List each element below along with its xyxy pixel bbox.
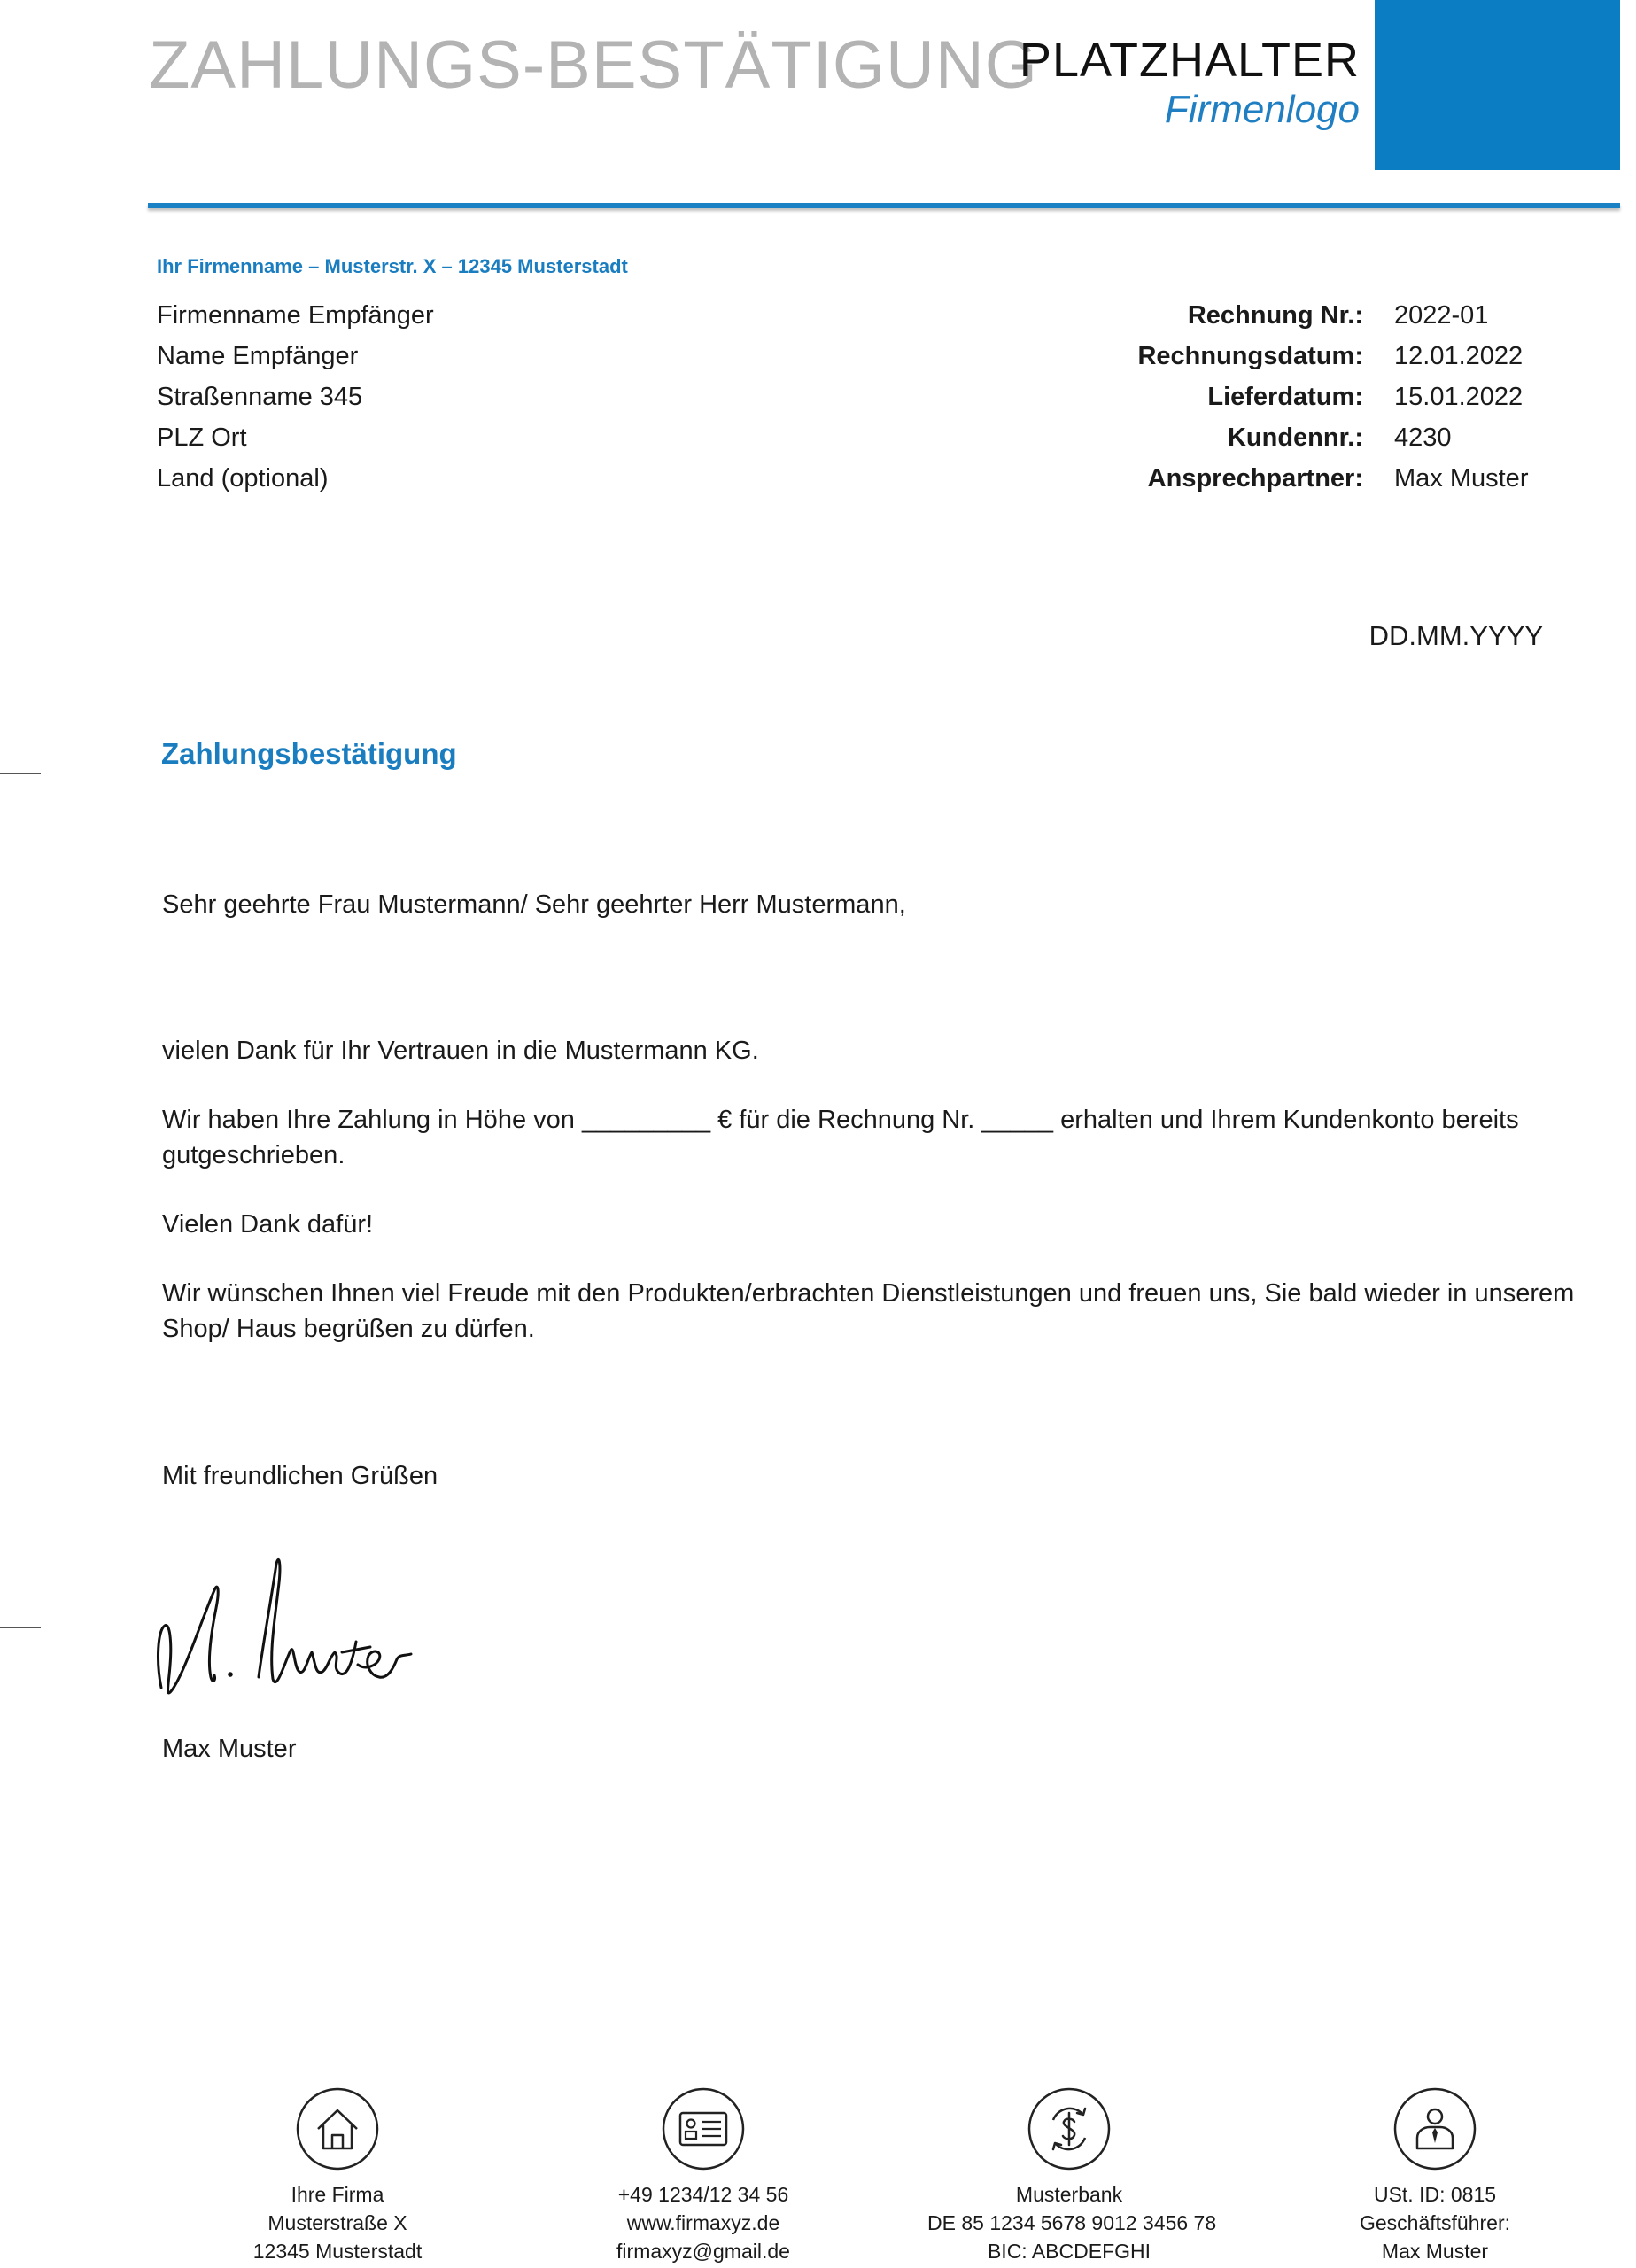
footer-ceo-label: Geschäftsführer: bbox=[1359, 2211, 1511, 2234]
footer-company-line-2: Musterstraße X bbox=[267, 2211, 407, 2234]
logo-box bbox=[1375, 0, 1620, 170]
logo-line-1: PLATZHALTER bbox=[1019, 34, 1360, 87]
footer-email: firmaxyz@gmail.de bbox=[616, 2240, 790, 2263]
footer-ceo-name: Max Muster bbox=[1381, 2240, 1489, 2263]
recipient-name: Name Empfänger bbox=[157, 342, 359, 370]
delivery-date-value: 15.01.2022 bbox=[1394, 383, 1524, 411]
footer-company bbox=[196, 2086, 479, 2265]
contact-card-icon bbox=[661, 2086, 746, 2171]
body-paragraph-2: Wir haben Ihre Zahlung in Höhe von _________ € für die Rechnung Nr. _____ erhalten und Ihrem Kundenkonto bereits gutgeschrieben. bbox=[162, 1106, 1519, 1169]
footer-phone: +49 1234/12 34 56 bbox=[617, 2183, 789, 2206]
recipient-city: PLZ Ort bbox=[157, 423, 247, 452]
footer-iban: DE 85 1234 5678 9012 3456 78 bbox=[927, 2211, 1217, 2234]
body-paragraph-1: vielen Dank für Ihr Vertrauen in die Mustermann KG. bbox=[162, 1037, 759, 1065]
signature-image bbox=[152, 1555, 427, 1705]
customer-number-label: Kundennr.: bbox=[1227, 423, 1363, 452]
delivery-date-label: Lieferdatum: bbox=[1207, 383, 1363, 411]
footer-company-line-3: 12345 Musterstadt bbox=[252, 2240, 423, 2263]
body-paragraph-3: Vielen Dank dafür! bbox=[162, 1210, 374, 1239]
signer-name: Max Muster bbox=[162, 1735, 297, 1763]
recipient-company: Firmenname Empfänger bbox=[157, 301, 434, 330]
footer-website: www.firmaxyz.de bbox=[626, 2211, 780, 2234]
footer-contact bbox=[562, 2086, 845, 2265]
closing: Mit freundlichen Grüßen bbox=[162, 1462, 438, 1490]
customer-number-value: 4230 bbox=[1394, 423, 1452, 452]
invoice-date-value: 12.01.2022 bbox=[1394, 342, 1524, 370]
footer-company-line-1: Ihre Firma bbox=[291, 2183, 384, 2206]
fold-mark-top bbox=[0, 773, 41, 774]
dollar-cycle-icon bbox=[1027, 2086, 1112, 2171]
recipient-street: Straßenname 345 bbox=[157, 383, 363, 411]
recipient-country: Land (optional) bbox=[157, 464, 329, 493]
contact-person-label: Ansprechpartner: bbox=[1147, 464, 1363, 493]
letter-subject: Zahlungsbestätigung bbox=[161, 737, 457, 770]
logo-line-2: Firmenlogo bbox=[1164, 88, 1360, 131]
person-icon bbox=[1392, 2086, 1477, 2171]
footer-legal bbox=[1293, 2086, 1577, 2265]
footer-bic: BIC: ABCDEFGHI bbox=[987, 2240, 1151, 2263]
footer-bank bbox=[927, 2086, 1217, 2265]
document-title: ZAHLUNGS-BESTÄTIGUNG bbox=[149, 27, 1038, 103]
header-divider bbox=[148, 203, 1620, 208]
invoice-number-value: 2022-01 bbox=[1394, 301, 1489, 330]
salutation: Sehr geehrte Frau Mustermann/ Sehr geehrter Herr Mustermann, bbox=[162, 890, 906, 919]
invoice-number-label: Rechnung Nr.: bbox=[1187, 301, 1363, 330]
fold-mark-bottom bbox=[0, 1627, 41, 1628]
letter-date: DD.MM.YYYY bbox=[1369, 620, 1543, 651]
house-icon bbox=[295, 2086, 380, 2171]
contact-person-value: Max Muster bbox=[1394, 464, 1529, 493]
footer-vat-id: USt. ID: 0815 bbox=[1373, 2183, 1497, 2206]
sender-address-line: Ihr Firmenname – Musterstr. X – 12345 Musterstadt bbox=[157, 255, 628, 277]
footer-bank-name: Musterbank bbox=[1015, 2183, 1123, 2206]
body-paragraph-4: Wir wünschen Ihnen viel Freude mit den Produkten/erbrachten Dienstleistungen und freuen uns, Sie bald wieder in unserem Shop/ Haus begrüßen zu dürfen. bbox=[162, 1279, 1575, 1343]
logo-placeholder-text bbox=[1019, 34, 1360, 133]
invoice-date-label: Rechnungsdatum: bbox=[1137, 342, 1363, 370]
